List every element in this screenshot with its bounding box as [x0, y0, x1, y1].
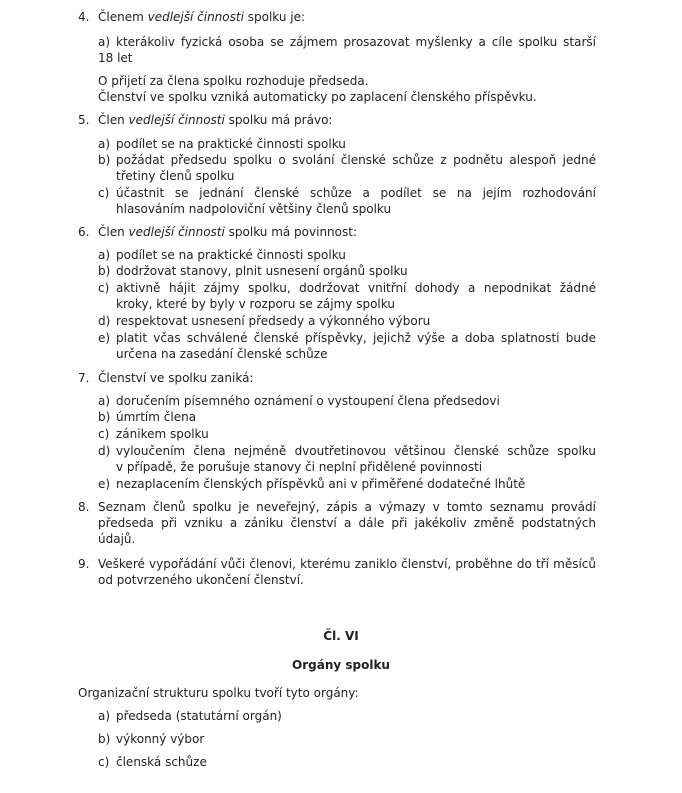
- item-number-5: 5.: [78, 113, 90, 127]
- item-4-para2: Členství ve spolku vzniká automaticky po zaplacení členského příspěvku.: [98, 90, 537, 104]
- org-item-a: předseda (statutární orgán): [116, 709, 282, 723]
- item-7b: úmrtím člena: [116, 410, 197, 424]
- label-org-c: c): [98, 755, 110, 769]
- item-7a: doručením písemného oznámení o vystoupení člena předsedovi: [116, 394, 500, 408]
- item-8-line2: předseda při vzniku a zániku členství a dále při jakékoliv změně podstatných: [98, 516, 596, 530]
- label-7a: a): [98, 394, 111, 408]
- item-5c-line1: účastnit se jednání členské schůze a podílet se na jejím rozhodování: [116, 186, 596, 200]
- item-6c-line1: aktivně hájit zájmy spolku, dodržovat vnitřní dohody a nepodnikat žádné: [116, 281, 596, 295]
- label-6a: a): [98, 248, 111, 262]
- item-4-lead-em: vedlejší činnosti: [147, 10, 244, 24]
- item-6a: podílet se na praktické činnosti spolku: [116, 248, 346, 262]
- item-5-lead-pre: Člen: [98, 113, 129, 127]
- item-6b: dodržovat stanovy, plnit usnesení orgánů spolku: [116, 264, 408, 278]
- item-number-9: 9.: [78, 557, 90, 571]
- item-6-lead-em: vedlejší činnosti: [128, 225, 225, 239]
- item-5-lead: [98, 113, 332, 127]
- item-6c-line2: kroky, které by byly v rozporu se zájmy spolku: [116, 297, 395, 311]
- item-number-4: 4.: [78, 10, 90, 24]
- item-5b-line2: třetiny členů spolku: [116, 169, 235, 183]
- item-6-lead: [98, 225, 357, 239]
- section-number: Čl. VI: [323, 629, 359, 643]
- item-4-para1: O přijetí za člena spolku rozhoduje předseda.: [98, 74, 369, 88]
- item-5-lead-em: vedlejší činnosti: [128, 113, 225, 127]
- label-7b: b): [98, 410, 111, 424]
- label-5b: b): [98, 153, 111, 167]
- label-7d: d): [98, 444, 111, 458]
- item-8-line1: Seznam členů spolku je neveřejný, zápis a výmazy v tomto seznamu provádí: [98, 500, 596, 514]
- item-6-lead-post: spolku má povinnost:: [224, 225, 358, 239]
- item-6e-line2: určena na zasedání členské schůze: [116, 347, 328, 361]
- item-number-7: 7.: [78, 371, 90, 385]
- org-item-b: výkonný výbor: [116, 732, 205, 746]
- item-4-lead: [98, 10, 305, 24]
- item-8-line3: údajů.: [98, 532, 136, 546]
- item-5a: podílet se na praktické činnosti spolku: [116, 137, 346, 151]
- item-4a-line1: kterákoliv fyzická osoba se zájmem prosazovat myšlenky a cíle spolku starší: [116, 35, 596, 49]
- item-7e: nezaplacením členských příspěvků ani v přiměřené dodatečné lhůtě: [116, 477, 526, 491]
- label-org-a: a): [98, 709, 111, 723]
- item-number-8: 8.: [78, 500, 90, 514]
- org-item-c: členská schůze: [116, 755, 207, 769]
- item-6d: respektovat usnesení předsedy a výkonného výboru: [116, 314, 431, 328]
- item-4a-line2: 18 let: [98, 51, 133, 65]
- item-6e-line1: platit včas schválené členské příspěvky, jejichž výše a doba splatnosti bude: [116, 331, 596, 345]
- item-number-6: 6.: [78, 225, 90, 239]
- item-5c-line2: hlasováním nadpoloviční většiny členů spolku: [116, 202, 392, 216]
- label-5c: c): [98, 186, 110, 200]
- section-intro: Organizační strukturu spolku tvoří tyto orgány:: [78, 686, 359, 700]
- label-4a: a): [98, 35, 111, 49]
- section-title: Orgány spolku: [292, 658, 390, 672]
- item-9-line1: Veškeré vypořádání vůči členovi, kterému zaniklo členství, proběhne do tří měsíců: [98, 557, 596, 571]
- item-7-lead: Členství ve spolku zaniká:: [98, 371, 254, 385]
- item-7d-line1: vyloučením člena nejméně dvoutřetinovou většinou členské schůze spolku: [116, 444, 596, 458]
- item-4-lead-post: spolku je:: [243, 10, 306, 24]
- item-6-lead-pre: Člen: [98, 225, 129, 239]
- item-4-lead-pre: Členem: [98, 10, 148, 24]
- item-9-line2: od potvrzeného ukončení členství.: [98, 573, 304, 587]
- label-org-b: b): [98, 732, 111, 746]
- label-6d: d): [98, 314, 111, 328]
- item-5-lead-post: spolku má právo:: [224, 113, 333, 127]
- label-6c: c): [98, 281, 110, 295]
- item-7d-line2: v případě, že porušuje stanovy či neplní přidělené povinnosti: [116, 460, 483, 474]
- label-6b: b): [98, 264, 111, 278]
- label-7c: c): [98, 427, 110, 441]
- item-5b-line1: požádat předsedu spolku o svolání členské schůze z podnětu alespoň jedné: [116, 153, 596, 167]
- label-6e: e): [98, 331, 111, 345]
- label-5a: a): [98, 137, 111, 151]
- label-7e: e): [98, 477, 111, 491]
- item-7c: zánikem spolku: [116, 427, 209, 441]
